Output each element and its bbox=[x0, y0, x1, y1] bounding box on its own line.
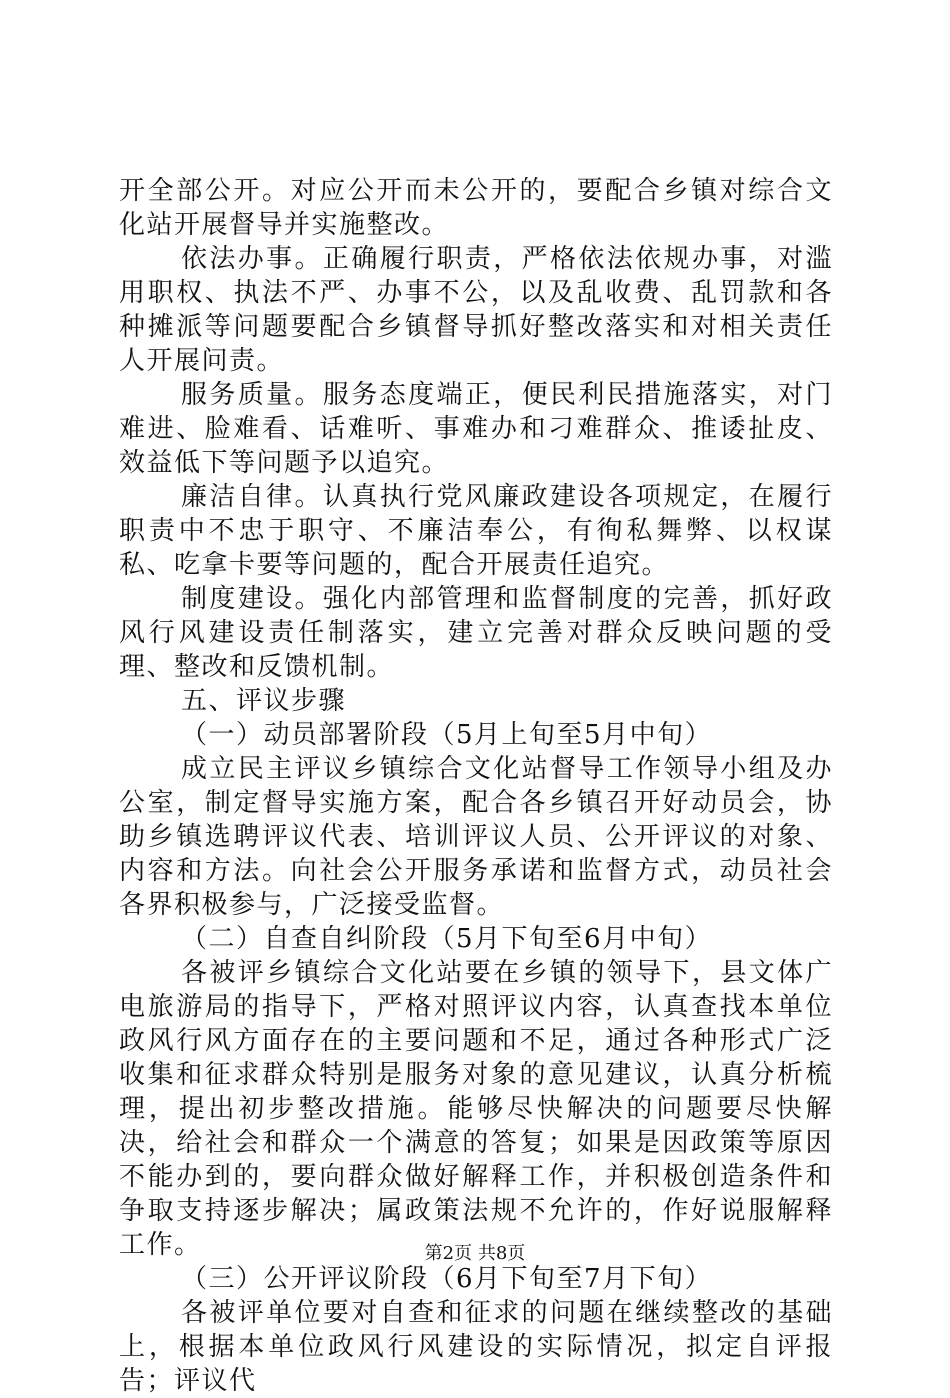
page-footer bbox=[0, 1243, 950, 1265]
subheading-stage-3: （三）公开评议阶段（6月下旬至7月下旬） bbox=[181, 1264, 713, 1294]
paragraph-4: 廉洁自律。认真执行党风廉政建设各项规定，在履行职责中不忠于职守、不廉洁奉公，有徇私舞弊、以权谋私、吃拿卡要等问题的，配合开展责任追究。 bbox=[119, 482, 833, 580]
paragraph-2: 依法办事。正确履行职责，严格依法依规办事，对滥用职权、执法不严、办事不公，以及乱收费、乱罚款和各种摊派等问题要配合乡镇督导抓好整改落实和对相关责任人开展问责。 bbox=[119, 244, 833, 376]
subheading-stage-2: （二）自查自纠阶段（5月下旬至6月中旬） bbox=[181, 924, 713, 954]
paragraph-3: 服务质量。服务态度端正，便民利民措施落实，对门难进、脸难看、话难听、事难办和刁难群众、推诿扯皮、效益低下等问题予以追究。 bbox=[119, 380, 833, 478]
paragraph-7: 各被评乡镇综合文化站要在乡镇的领导下，县文体广电旅游局的指导下，严格对照评议内容，认真查找本单位政风行风方面存在的主要问题和不足，通过各种形式广泛收集和征求群众特别是服务对象的意见建议，认真分析梳理，提出初步整改措施。能够尽快解决的问题要尽快解决，给社会和群众一个满意的答复；如果是因政策等原因不能办到的，要向群众做好解释工作，并积极创造条件和争取支持逐步解决；属政策法规不允许的，作好说服解释工作。 bbox=[119, 958, 833, 1260]
section-heading-5: 五、评议步骤 bbox=[181, 686, 347, 716]
paragraph-6: 成立民主评议乡镇综合文化站督导工作领导小组及办公室，制定督导实施方案，配合各乡镇召开好动员会，协助乡镇选聘评议代表、培训评议人员、公开评议的对象、内容和方法。向社会公开服务承诺和监督方式，动员社会各界积极参与，广泛接受监督。 bbox=[119, 754, 833, 920]
document-body bbox=[119, 174, 833, 1398]
paragraph-5: 制度建设。强化内部管理和监督制度的完善，抓好政风行风建设责任制落实，建立完善对群众反映问题的受理、整改和反馈机制。 bbox=[119, 584, 833, 682]
page-number-label: 第2页 共8页 bbox=[424, 1243, 526, 1264]
paragraph-1: 开全部公开。对应公开而未公开的，要配合乡镇对综合文化站开展督导并实施整改。 bbox=[119, 176, 833, 240]
paragraph-8: 各被评单位要对自查和征求的问题在继续整改的基础上，根据本单位政风行风建设的实际情况，拟定自评报告；评议代 bbox=[119, 1298, 833, 1396]
subheading-stage-1: （一）动员部署阶段（5月上旬至5月中旬） bbox=[181, 720, 713, 750]
